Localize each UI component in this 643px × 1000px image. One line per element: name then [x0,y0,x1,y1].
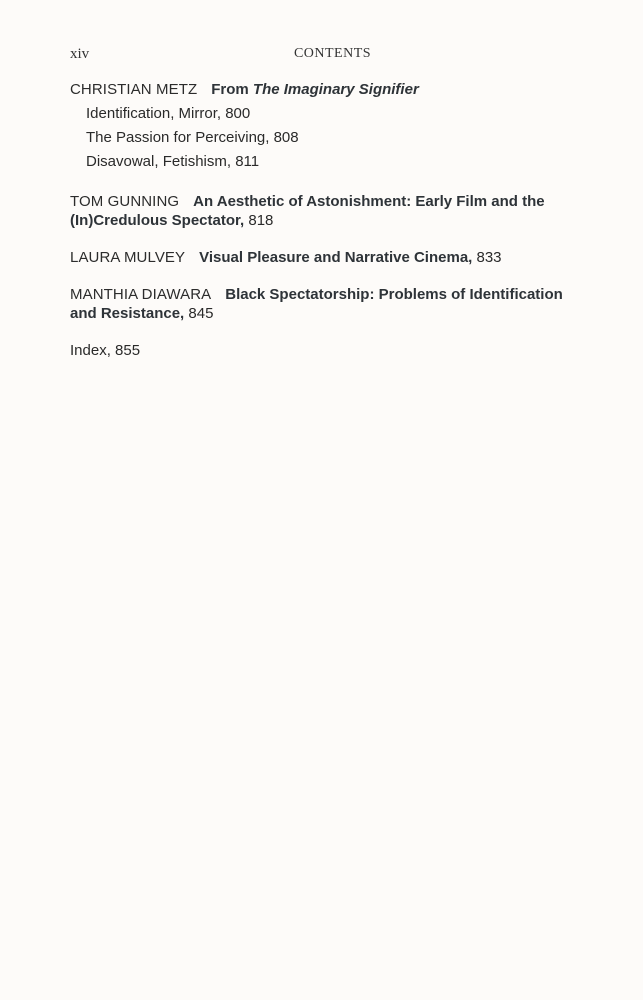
entry-page-number: 845 [188,305,214,322]
sub-entries [70,102,580,174]
entry-page-number: 818 [248,212,274,229]
author-name: CHRISTIAN METZ [70,81,198,98]
page-number: xiv [70,46,90,62]
sub-entry: The Passion for Perceiving, 808 [86,129,299,146]
author-name: LAURA MULVEY [70,249,186,266]
sub-entry: Disavowal, Fetishism, 811 [86,153,260,170]
toc-entry-mulvey [70,248,580,267]
essay-title: Visual Pleasure and Narrative Cinema, [199,249,473,266]
toc-entry-metz [70,80,580,174]
author-name: MANTHIA DIAWARA [70,286,212,303]
entry-page-number: 833 [476,249,502,266]
index-label: Index, 855 [70,342,141,359]
essay-title: Black Spectatorship: Problems of Identification and Resistance, [70,286,563,322]
essay-title: An Aesthetic of Astonishment: Early Film and the (In)Credulous Spectator, [70,193,545,229]
toc-entry-index [70,341,580,360]
toc-entry-diawara [70,285,580,323]
title-prefix: From [211,81,253,98]
title-italic: The Imaginary Signifier [252,81,419,98]
sub-entry: Identification, Mirror, 800 [86,105,251,122]
essay-title [211,81,419,98]
running-head: CONTENTS [293,46,372,61]
page-header [70,46,573,66]
author-name: TOM GUNNING [70,193,180,210]
toc-entry-gunning [70,192,580,230]
table-of-contents [70,80,580,378]
